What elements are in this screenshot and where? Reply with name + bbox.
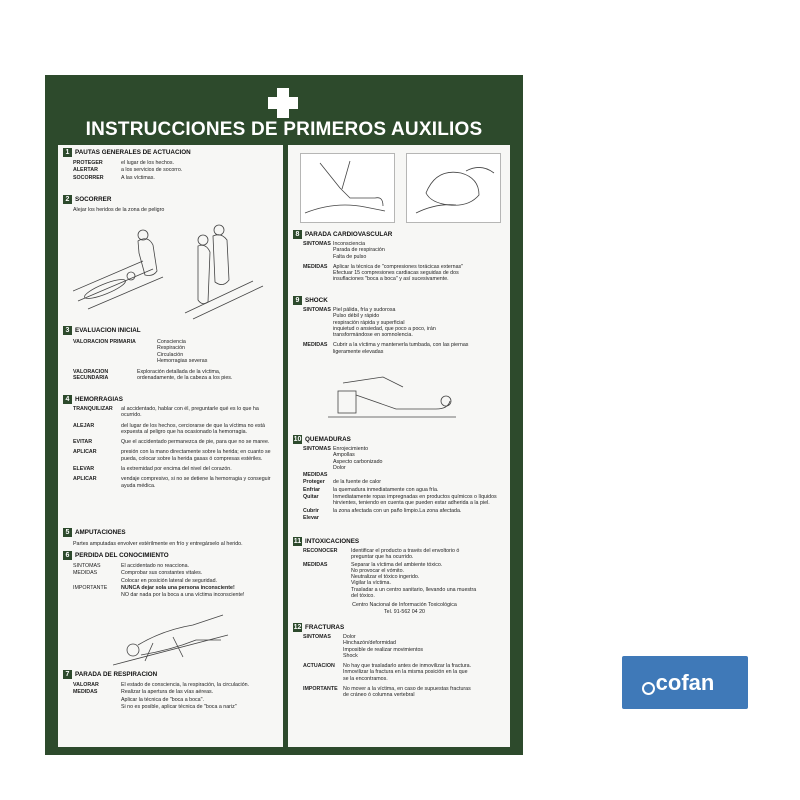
left-column bbox=[58, 145, 283, 747]
section-2: 2 SOCORRER Alejar los heridos de la zona de peligro bbox=[63, 195, 279, 213]
section-title: INTOXICACIONES bbox=[305, 538, 360, 545]
rescue-drag-illustration bbox=[73, 221, 273, 321]
section-3: 3 EVALUACION INICIAL VALORACION PRIMARIA Consciencia Respiración Circulación Hemorragias severas VALORACION SECUNDARIA Exploración detallada de la víctima, ordenadamente, de la cabeza a los pies. bbox=[63, 326, 279, 382]
shock-position-illustration bbox=[328, 371, 458, 429]
section-title: PAUTAS GENERALES DE ACTUACION bbox=[75, 149, 191, 156]
section-12: 12 FRACTURAS SINTOMAS Dolor Hinchazón/deformidad Imposible de realizar movimientos Shock ACTUACION No hay que trasladarlo antes de inmovilizar la fractura. Inmovilizar la fractura en la misma posición en la que se la encontramos. IMPORTANTE No mover a la víctima, en caso de supuestas fracturas de cráneo ó columna vertebral bbox=[293, 624, 472, 699]
section-title: AMPUTACIONES bbox=[75, 529, 126, 536]
right-column bbox=[288, 145, 510, 747]
section-1: 1 PAUTAS GENERALES DE ACTUACION PROTEGER el lugar de los hechos. ALERTAR a los servicios de socorro. SOCORRER A las víctimas. bbox=[63, 148, 279, 181]
section-title: HEMORRAGIAS bbox=[75, 396, 123, 403]
section-11: 11 INTOXICACIONES RECONOCER Identificar el producto a través del envoltorio ó preguntar que ha ocurrido. MEDIDAS Separar la víctima del ambiente tóxico. No provocar el vómito. Neutralizar el tóxico ingerido. Vigilar la víctima. Trasladar a un centro sanitario, llevando una muestra del tóxico. Centro Nacional de Información Toxicológica Tel. 91-562 04 20 bbox=[293, 538, 477, 615]
section-7: 7 PARADA DE RESPIRACION VALORAR El estado de consciencia, la respiración, la circulación. MEDIDAS Realizar la apertura de las vías aéreas. Aplicar la técnica de "boca a boca". Si no es posible, aplicar técnica de "boca a nariz" bbox=[63, 670, 279, 710]
section-title: SHOCK bbox=[305, 297, 328, 304]
section-10: 10 QUEMADURAS SINTOMAS Enrojecimiento Ampollas Aspecto carbonizado Dolor MEDIDAS Proteger de la fuente de calor Enfriar la quemadura inmediatamente con agua fría. Quitar Inmediatamente ropas impregnadas en productos químicos o líquidos hirvientes, teniendo en cuenta que pueden estar adherida a la piel. Cubrir la zona afectada con un paño limpio.La zona afectada. Elevar bbox=[293, 436, 497, 521]
first-aid-poster bbox=[45, 75, 523, 755]
section-8: 8 PARADA CARDIOVASCULAR SINTOMAS Inconsciencia Parada de respiración Falta de pulso MEDIDAS Aplicar la técnica de "compresiones torácicas externas" Efectuar 15 compresiones cardiacas seguidas de dos insuflaciones "boca a boca" y así sucesivamente. bbox=[293, 230, 506, 283]
section-title: QUEMADURAS bbox=[305, 436, 351, 443]
section-title: PERDIDA DEL CONOCIMIENTO bbox=[75, 552, 169, 559]
cpr-illustration bbox=[300, 153, 395, 223]
section-title: EVALUACION INICIAL bbox=[75, 327, 141, 334]
cofan-logo bbox=[622, 656, 748, 709]
section-title: PARADA CARDIOVASCULAR bbox=[305, 231, 393, 238]
logo-text: cofan bbox=[655, 670, 715, 695]
section-title: PARADA DE RESPIRACION bbox=[75, 671, 158, 678]
section-6: 6 PERDIDA DEL CONOCIMIENTO SINTOMAS El accidentado no reacciona. MEDIDAS Comprobar sus constantes vitales. Colocar en posición lateral de seguridad. IMPORTANTE NUNCA dejar sola una persona inconsciente! NO dar nada por la boca a una víctima inconsciente! bbox=[63, 551, 279, 598]
section-5: 5 AMPUTACIONES Partes amputadas envolver estérilmente en frío y entregárselo al herido. bbox=[63, 528, 279, 547]
airway-illustration bbox=[406, 153, 501, 223]
section-title: SOCORRER bbox=[75, 196, 112, 203]
poster-title: INSTRUCCIONES DE PRIMEROS AUXILIOS bbox=[85, 119, 483, 140]
recovery-position-illustration bbox=[113, 605, 233, 675]
section-4: 4 HEMORRAGIAS TRANQUILIZAR al accidentado, hablar con él, preguntarle qué es lo que ha ocurrido. ALEJAR del lugar de los hechos, cerciorarse de que la víctima no está expuesta al peligro que ha ocasionado la hemorragia. EVITAR Que el accidentado permanezca de pie, para que no se maree. APLICAR presión con la mano directamente sobre la herida; en cuanto se pueda, colocar sobre la herida gasas ó compresas estériles. ELEVAR la extremidad por encima del nivel del corazón. APLICAR vendaje compresivo, si no se detiene la hemorragia y conseguir ayuda médica. bbox=[63, 395, 279, 489]
section-title: FRACTURAS bbox=[305, 624, 345, 631]
section-9: 9 SHOCK SINTOMAS Piel pálida, fría y sudorosa Pulso débil y rápido respiración rápida y superficial inquietud o ansiedad, que poco a poco, irán transformándose en somnolencia. MEDIDAS Cubrir a la víctima y mantenerla tumbada, con las piernas ligeramente elevadas bbox=[293, 296, 506, 355]
